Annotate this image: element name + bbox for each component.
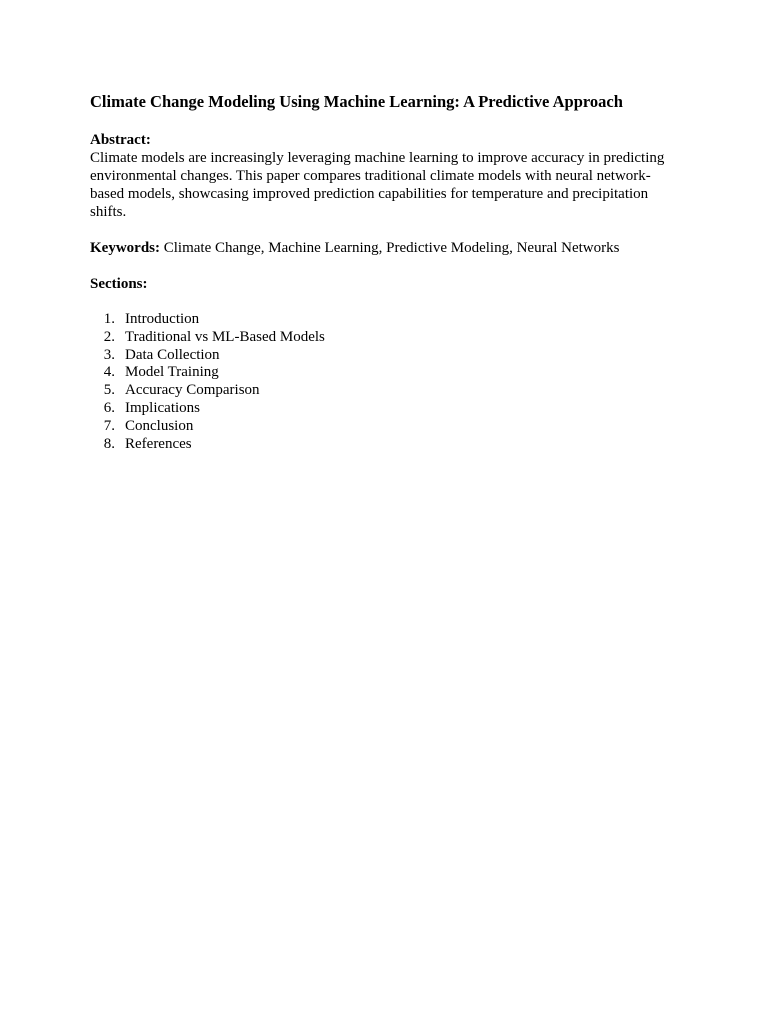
- section-label: Introduction: [125, 311, 200, 327]
- section-label: Traditional vs ML-Based Models: [125, 328, 325, 345]
- section-number: 7.: [103, 417, 115, 434]
- section-label: Model Training: [125, 364, 219, 381]
- list-item: [90, 382, 680, 400]
- section-number: 3.: [103, 346, 115, 363]
- list-item: [90, 436, 680, 454]
- section-number: 5.: [103, 382, 115, 399]
- keywords-text: Climate Change, Machine Learning, Predictive Modeling, Neural Networks: [160, 240, 620, 256]
- list-item: [90, 418, 680, 436]
- list-item: [90, 329, 680, 347]
- section-number: 8.: [103, 435, 115, 452]
- section-number: 1.: [103, 311, 115, 327]
- section-number: 4.: [103, 364, 115, 381]
- section-number: 6.: [103, 399, 115, 416]
- abstract-heading: Abstract:: [90, 132, 151, 148]
- abstract-text: Climate models are increasingly leveraging machine learning to improve accuracy in predicting environmental changes. This paper compares traditional climate models with neural network-based models, showcasing improved prediction capabilities for temperature and precipitation shifts.: [90, 150, 665, 220]
- sections-list: [90, 311, 680, 453]
- keywords-line: [90, 239, 680, 257]
- section-label: Conclusion: [125, 417, 194, 434]
- section-label: Data Collection: [125, 346, 220, 363]
- list-item: [90, 311, 680, 329]
- section-label: References: [125, 435, 192, 452]
- list-item: [90, 364, 680, 382]
- sections-heading: Sections:: [90, 276, 148, 292]
- section-number: 2.: [103, 328, 115, 345]
- list-item: [90, 400, 680, 418]
- section-label: Accuracy Comparison: [125, 382, 260, 399]
- keywords-label: Keywords:: [90, 240, 160, 256]
- section-label: Implications: [125, 399, 200, 416]
- paper-title: Climate Change Modeling Using Machine Learning: A Predictive Approach: [90, 92, 623, 111]
- document-page: [90, 92, 680, 453]
- list-item: [90, 347, 680, 365]
